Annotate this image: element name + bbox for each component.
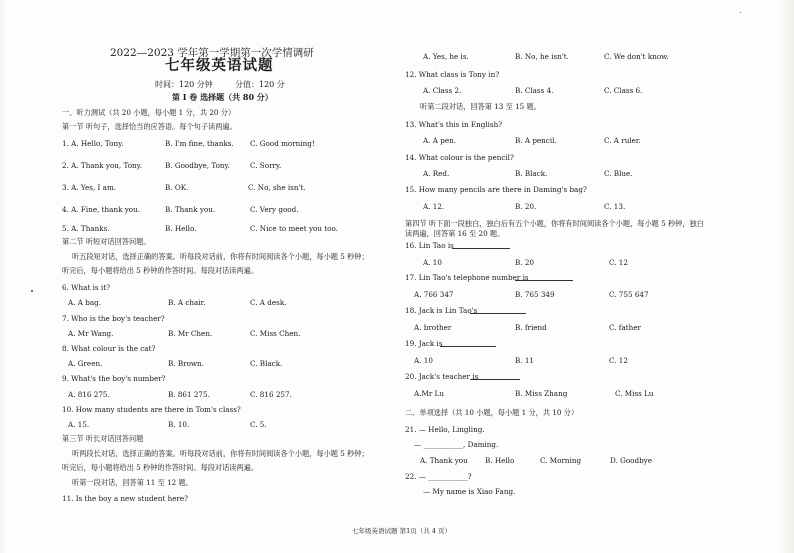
q6-option-c: C. A desk. — [250, 298, 287, 307]
q12-option-c: C. Class 6. — [604, 86, 643, 95]
q6-option-b: B. A chair. — [168, 298, 206, 307]
q5-option-a: 5. A. Thanks. — [62, 224, 110, 233]
q3-option-c: C. No, she isn't. — [248, 183, 306, 192]
q20-option-c: C. Miss Lu — [615, 389, 654, 398]
term-heading: 2022—2023 学年第一学期第一次学情调研 — [110, 47, 314, 59]
q10-stem: 10. How many students are there in Tom's class? — [62, 405, 241, 414]
q10-option-a: A. 15. — [68, 420, 90, 429]
q15-option-c: C. 13. — [604, 202, 626, 211]
q11-option-c: C. We don't know. — [604, 52, 669, 61]
q19-option-b: B. 11 — [515, 356, 534, 365]
q17-option-c: C. 755 647 — [609, 290, 649, 299]
q4-option-b: B. Thank you. — [165, 205, 216, 214]
q12-stem: 12. What class is Tony in? — [405, 70, 500, 79]
q19-option-a: A. 10 — [414, 356, 433, 365]
q15-option-b: B. 20. — [515, 202, 537, 211]
q7-option-b: B. Mr Chen. — [168, 329, 213, 338]
q19-stem: 19. Jack is — [405, 339, 443, 348]
q19-option-c: C. 12 — [609, 356, 628, 365]
q21-option-b: B. Hello — [485, 456, 515, 465]
exam-time: 时间：120 分钟 — [155, 80, 213, 89]
q12-option-b: B. Class 4. — [515, 86, 554, 95]
q7-stem: 7. Who is the boy's teacher? — [62, 314, 165, 323]
q20-stem: 20. Jack's teacher is — [405, 372, 479, 381]
part2-instructions-1: 听五段短对话，选择正确的答案。听每段对话前，你将有时间阅读各个小题，每小题 5 秒钟； — [72, 252, 369, 261]
q1-option-a: 1. A. Hello, Tony. — [62, 139, 124, 148]
dialogue2-instructions: 听第二段对话，回答第 13 至 15 题。 — [420, 102, 541, 111]
q16-option-c: C. 12 — [609, 258, 628, 267]
section-single-choice-title: 二、单项选择（共 10 小题，每小题 1 分，共 10 分） — [405, 408, 579, 417]
q7-option-c: C. Miss Chen. — [250, 329, 301, 338]
q17-option-a: A. 766 347 — [414, 290, 454, 299]
scan-speck — [740, 12, 741, 13]
part3-instructions-2: 听完后，每小题将给出 5 秒钟的作答时间。每段对话读两遍。 — [62, 463, 259, 472]
q2-option-c: C. Sorry. — [250, 161, 282, 170]
q6-stem: 6. What is it? — [62, 283, 110, 292]
q4-option-a: 4. A. Fine, thank you. — [62, 205, 141, 214]
q21-stem: 21. — Hello, Lingling. — [405, 425, 485, 434]
q5-option-b: B. Hello. — [165, 224, 197, 233]
q11-option-a: A. Yes, he is. — [423, 52, 469, 61]
part3-title: 第三节 听长对话回答问题 — [62, 434, 144, 443]
q14-option-c: C. Blue. — [604, 169, 633, 178]
q17-blank — [515, 280, 573, 281]
part3-instructions-3: 听第一段对话，回答第 11 至 12 题。 — [72, 478, 193, 487]
page-footer: 七年级英语试题 第1页（共 4 页） — [352, 527, 451, 535]
q11-option-b: B. No, he isn't. — [515, 52, 569, 61]
q3-option-b: B. OK. — [165, 183, 189, 192]
q5-option-c: C. Nice to meet you too. — [250, 224, 338, 233]
q11-stem: 11. Is the boy a new student here? — [62, 494, 189, 503]
q22-reply: — My name is Xiao Fang. — [423, 487, 516, 496]
scan-speck — [31, 290, 33, 292]
q19-blank — [440, 346, 496, 347]
q20-option-a: A.Mr Lu — [414, 389, 444, 398]
q21-option-a: A. Thank you — [420, 456, 468, 465]
part1-title: 第一节 听句子，选择恰当的应答语。每个句子读两遍。 — [62, 122, 237, 131]
part2-instructions-2: 听完后，每小题将给出 5 秒钟的作答时间。每段对话读两遍。 — [62, 266, 259, 275]
q16-option-a: A. 10 — [423, 258, 442, 267]
q16-stem: 16. Lin Tao is — [405, 241, 454, 250]
exam-title: 七年级英语试题 — [165, 57, 274, 74]
q8-option-c: C. Black. — [250, 359, 283, 368]
exam-score: 分值：120 分 — [235, 80, 285, 89]
q21-option-c: C. Morning — [540, 456, 582, 465]
q9-option-a: A. 816 275. — [68, 390, 110, 399]
q18-option-b: B. friend — [515, 323, 547, 332]
q20-option-b: B. Miss Zhang — [515, 389, 568, 398]
part3-instructions-1: 听两段长对话，选择正确的答案。听每段对话前，你将有时间阅读各个小题，每小题 5 秒钟； — [72, 449, 369, 458]
part4-instructions-2: 读两遍，回答第 16 至 20 题。 — [405, 229, 505, 238]
q13-option-c: C. A ruler. — [604, 136, 641, 145]
q17-option-b: B. 765 349 — [515, 290, 555, 299]
q15-stem: 15. How many pencils are there in Daming's bag? — [405, 185, 587, 194]
q22-stem: 22. — ___________? — [405, 472, 472, 481]
q7-option-a: A. Mr Wang. — [68, 329, 114, 338]
q14-option-a: A. Red. — [423, 169, 450, 178]
q1-option-c: C. Good morning! — [250, 139, 315, 148]
q12-option-a: A. Class 2. — [423, 86, 462, 95]
q2-option-a: 2. A. Thank you, Tony. — [62, 161, 143, 170]
q4-option-c: C. Very good. — [250, 205, 299, 214]
q14-option-b: B. Black. — [515, 169, 548, 178]
q14-stem: 14. What colour is the pencil? — [405, 153, 514, 162]
q8-stem: 8. What colour is the cat? — [62, 344, 156, 353]
q18-stem: 18. Jack is Lin Tao's — [405, 306, 478, 315]
q15-option-a: A. 12. — [423, 202, 445, 211]
part4-instructions-1: 第四节 听下面一段独白，独白后有五个小题，你将有时间阅读各个小题，每小题 5 秒钟，独白 — [405, 219, 704, 228]
q16-blank — [452, 248, 510, 249]
q21-option-d: D. Goodbye — [610, 456, 652, 465]
q16-option-b: B. 20 — [515, 258, 534, 267]
q9-option-c: C. 816 257. — [250, 390, 292, 399]
q3-option-a: 3. A. Yes, I am. — [62, 183, 117, 192]
q13-option-b: B. A pencil. — [515, 136, 557, 145]
q13-option-a: A. A pen. — [423, 136, 457, 145]
q13-stem: 13. What's this in English? — [405, 120, 503, 129]
q10-option-b: B. 10. — [168, 420, 190, 429]
q2-option-b: B. Goodbye, Tony. — [165, 161, 230, 170]
q18-blank — [470, 313, 526, 314]
q21-reply: — ___________, Daming. — [414, 440, 499, 449]
section-listening-title: 一、听力测试（共 20 小题，每小题 1 分，共 20 分） — [62, 108, 236, 117]
q10-option-c: C. 5. — [250, 420, 267, 429]
part2-title: 第二节 听短对话回答问题。 — [62, 237, 151, 246]
q18-option-c: C. father — [609, 323, 641, 332]
q1-option-b: B. I'm fine, thanks. — [165, 139, 234, 148]
q9-option-b: B. 861 275. — [168, 390, 210, 399]
part-one-heading: 第 I 卷 选择题（共 80 分） — [172, 92, 273, 102]
q9-stem: 9. What's the boy's number? — [62, 374, 166, 383]
q17-stem: 17. Lin Tao's telephone number is — [405, 273, 529, 282]
q8-option-a: A. Green. — [68, 359, 103, 368]
q20-blank — [470, 379, 520, 380]
q6-option-a: A. A bag. — [68, 298, 102, 307]
q18-option-a: A. brother — [414, 323, 452, 332]
q8-option-b: B. Brown. — [168, 359, 204, 368]
